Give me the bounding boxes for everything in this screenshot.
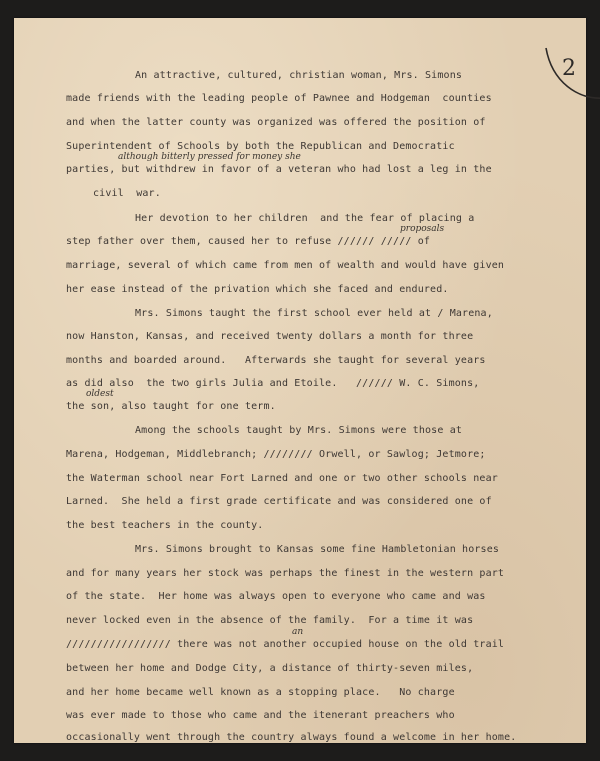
handwritten-insertion: proposals xyxy=(400,224,445,234)
text-line: as did also the two girls Julia and Etoile. ////// W. C. Simons, xyxy=(66,378,480,389)
text-line: the Waterman school near Fort Larned and one or two other schools near xyxy=(66,473,498,484)
text-line: Marena, Hodgeman, Middlebranch; //////// Orwell, or Sawlog; Jetmore; xyxy=(66,449,486,460)
text-line: Her devotion to her children and the fear of placing a xyxy=(135,213,475,224)
text-line: Larned. She held a first grade certificate and was considered one of xyxy=(66,496,492,507)
text-line: and her home became well known as a stopping place. No charge xyxy=(66,687,455,698)
text-line: the son, also taught for one term. xyxy=(66,401,276,412)
text-line: marriage, several of which came from men of wealth and would have given xyxy=(66,260,505,271)
handwritten-insertion: although bitterly pressed for money she xyxy=(118,152,301,162)
text-line: parties, but withdrew in favor of a veteran who had lost a leg in the xyxy=(66,164,492,175)
text-line: Among the schools taught by Mrs. Simons were those at xyxy=(135,425,463,436)
text-line: ///////////////// there was not another occupied house on the old trail xyxy=(66,639,505,650)
text-line: never locked even in the absence of the family. For a time it was xyxy=(66,615,474,626)
text-line: occasionally went through the country always found a welcome in her home. xyxy=(66,732,517,743)
text-line: civil war. xyxy=(93,188,161,199)
text-line: made friends with the leading people of Pawnee and Hodgeman counties xyxy=(66,93,492,104)
handwritten-insertion: an xyxy=(292,627,304,637)
text-line: months and boarded around. Afterwards she taught for several years xyxy=(66,355,486,366)
text-line: and for many years her stock was perhaps the finest in the western part xyxy=(66,568,505,579)
text-line: now Hanston, Kansas, and received twenty dollars a month for three xyxy=(66,331,474,342)
text-line: between her home and Dodge City, a distance of thirty-seven miles, xyxy=(66,663,474,674)
text-line: of the state. Her home was always open to everyone who came and was xyxy=(66,591,486,602)
page-number: 2 xyxy=(562,56,576,81)
text-line: An attractive, cultured, christian woman, Mrs. Simons xyxy=(135,70,463,81)
handwritten-insertion: oldest xyxy=(86,389,114,399)
document-page xyxy=(14,18,586,743)
text-line: her ease instead of the privation which she faced and endured. xyxy=(66,284,449,295)
text-line: Mrs. Simons brought to Kansas some fine Hambletonian horses xyxy=(135,544,500,555)
text-line: step father over them, caused her to refuse ////// ///// of xyxy=(66,236,431,247)
text-line: Superintendent of Schools by both the Republican and Democratic xyxy=(66,141,455,152)
text-line: the best teachers in the county. xyxy=(66,520,264,531)
text-line: was ever made to those who came and the itenerant preachers who xyxy=(66,710,455,721)
text-line: and when the latter county was organized was offered the position of xyxy=(66,117,486,128)
text-line: Mrs. Simons taught the first school ever held at / Marena, xyxy=(135,308,493,319)
